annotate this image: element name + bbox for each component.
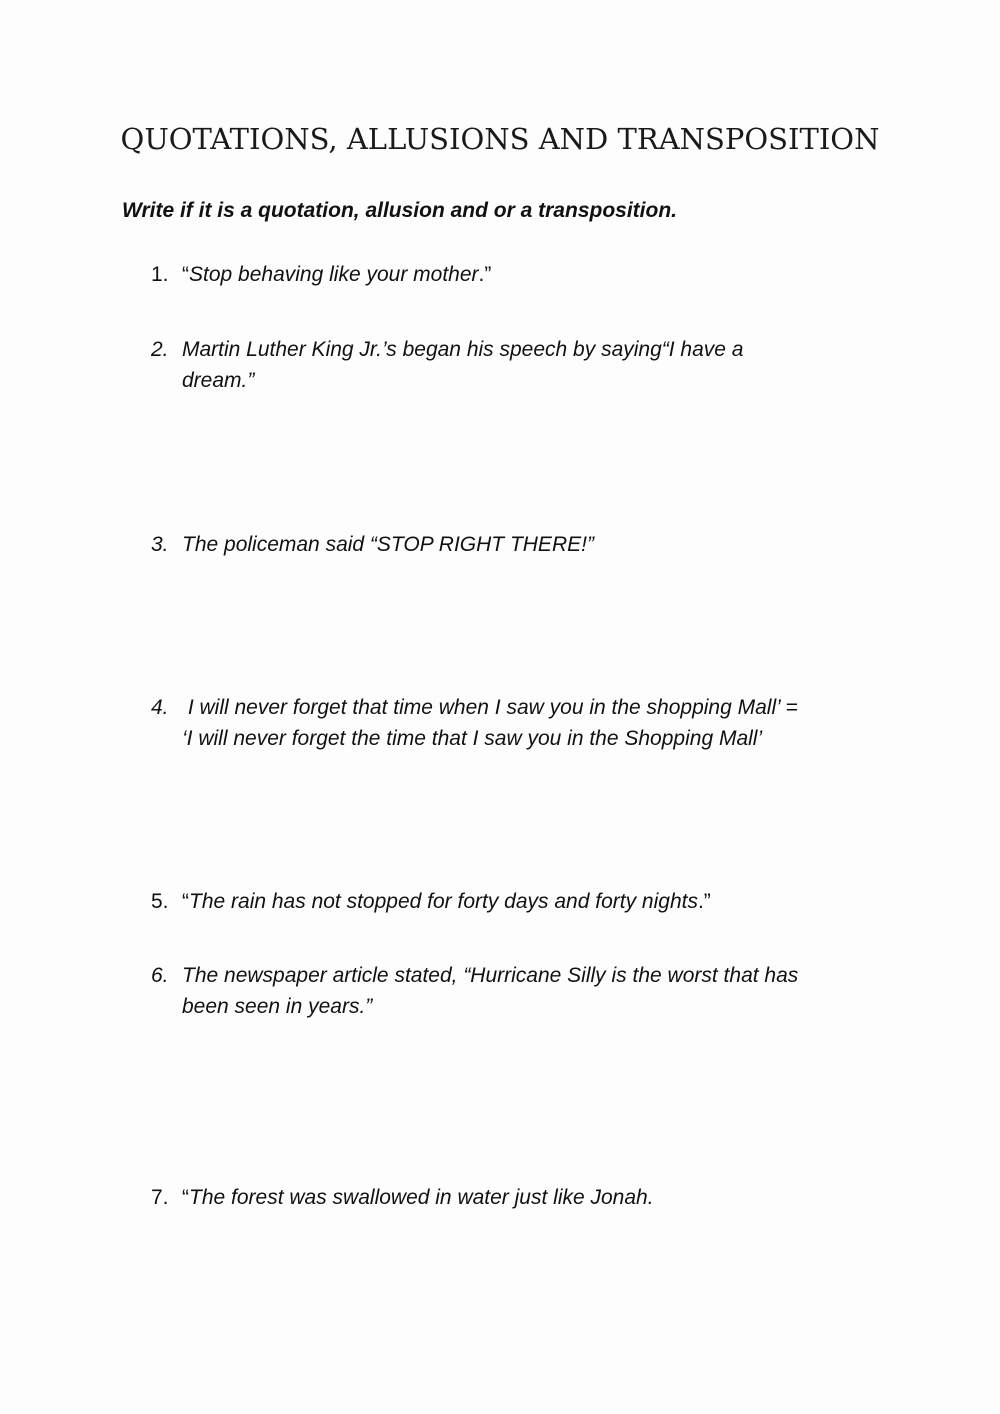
question-text	[182, 1182, 891, 1213]
question-line-2: ‘I will never forget the time that I saw you in the Shopping Mall’	[182, 727, 763, 750]
question-item-3	[151, 529, 891, 560]
question-text: The policeman said “STOP RIGHT THERE!”	[182, 533, 594, 556]
question-number: 2.	[151, 338, 169, 361]
question-item-1	[151, 259, 891, 290]
quote-body: Stop behaving like your mother	[189, 263, 479, 286]
question-number: 4.	[151, 696, 169, 719]
open-quote: “	[182, 890, 189, 913]
question-line-2: been seen in years.”	[182, 995, 373, 1018]
question-item-7	[151, 1182, 891, 1213]
close-quote: .”	[478, 263, 492, 286]
question-text	[182, 334, 891, 396]
question-number: 5.	[151, 890, 169, 913]
open-quote: “	[182, 1186, 189, 1209]
question-number: 6.	[151, 964, 169, 987]
question-line-1: I will never forget that time when I saw you in the shopping Mall’ =	[182, 696, 798, 719]
question-line-2: dream.”	[182, 369, 255, 392]
question-number: 3.	[151, 533, 169, 556]
close-quote: .”	[697, 890, 711, 913]
question-text	[182, 692, 891, 754]
question-number: 1.	[151, 263, 169, 286]
quote-body: The forest was swallowed in water just like Jonah.	[189, 1186, 654, 1209]
open-quote: “	[182, 263, 189, 286]
question-text	[182, 960, 891, 1022]
question-number: 7.	[151, 1186, 169, 1209]
page-title: QUOTATIONS, ALLUSIONS AND TRANSPOSITION	[120, 122, 880, 156]
question-text	[182, 886, 891, 917]
question-line-1: The newspaper article stated, “Hurricane Silly is the worst that has	[182, 964, 799, 987]
question-text	[182, 259, 891, 290]
quote-body: The rain has not stopped for forty days and forty nights	[189, 890, 698, 913]
question-item-6	[151, 960, 891, 1022]
question-line-1: Martin Luther King Jr.’s began his speech by saying“I have a	[182, 338, 744, 361]
question-item-5	[151, 886, 891, 917]
question-item-2	[151, 334, 891, 396]
question-item-4	[151, 692, 891, 754]
instruction-text: Write if it is a quotation, allusion and or a transposition.	[122, 199, 677, 222]
